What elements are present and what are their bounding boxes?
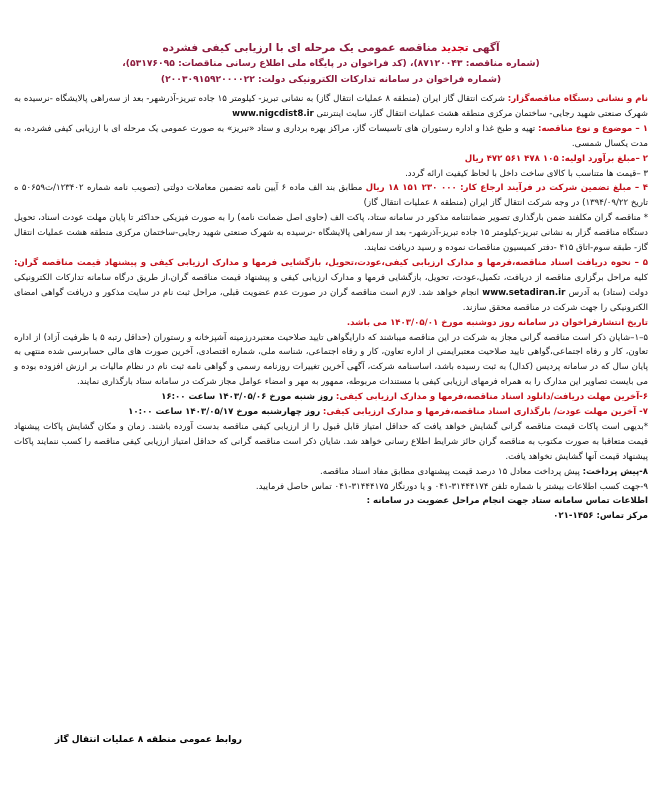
estimate-label: ۲ –مبلغ برآورد اولیه: xyxy=(561,153,648,164)
eligibility-text: ۵–۱–شایان ذکر است مناقصه گرانی مجاز به شرکت در این مناقصه میباشند که دارایگواهی تایید صلاحیت معتبردرزمینه آشپزخانه و رستوران (حداقل رتبه ۵ با ظرفیت آزاد) از اداره تعاون، کار و رفاه اجتماعی،گواهی تایید صلاحیت معتبرایمنی از اداره تعاون، کار و رفاه اجتماعی، شناسه ملی، شماره اقتصادی، آخرین صورت های مالی حسابرسی شده منتهی به پایان سال که در سامانه پردیس (کدال) به ثبت رسیده باشد، اساسنامه شرکت، آگهی آخرین تغییرات روزنامه رسمی و گواهی نامه ثبت نام در نظام مالیات بر ارزش افزوده بوده و می بایست تصاویر این مدارک را به همراه فرمهای ارزیابی کیفی با مستندات مربوطه، ممهور به مهر و امضاء عوامل مجاز شرکت در سامانه ستاد بارگذاری نمایند. xyxy=(14,332,648,388)
section-setad-contact xyxy=(14,494,648,509)
submit-deadline-text: روز چهارشنبه مورخ ۱۴۰۳/۰۵/۱۷ ساعت ۱۰:۰۰ xyxy=(128,407,321,418)
subject-text: تهیه و طبخ غذا و اداره رستوران های تاسیسات گاز، مراکز بهره برداری و ستاد «تبریز» به صورت عمومی یک مرحله ای با ارزیابی کیفی فشرده، به مدت یکسال شمسی. xyxy=(14,123,648,149)
guarantee-note-text: * مناقصه گران مکلفند ضمن بارگذاری تصویر ضمانتنامه مذکور در سامانه ستاد، پاکت الف (حاوی اصل ضمانت نامه) را به صورت فیزیکی حداکثر تا پایان مهلت عودت اسناد، تحویل دستگاه مناقصه گزار به نشانی تبریز-کیلومتر ۱۵ جاده تبریز-آذرشهر- بعد از سه‌راهی پالایشگاه -نرسیده به شهرک صنعتی شهید رجایی-ساختمان مرکزی منطقه هشت عملیات انتقال گاز- طبقه سوم-اتاق ۴۱۵ -دفتر کمیسیون مناقصات نموده و رسید دریافت نمایند. xyxy=(14,213,648,254)
section-estimate xyxy=(14,152,648,167)
notice-title xyxy=(14,40,648,56)
public-relations-signature: روابط عمومی منطقه ۸ عملیات انتقال گاز xyxy=(54,735,242,745)
procedure-text: کلیه مراحل برگزاری مناقصه از دریافت، تکمیل،عودت، تحویل، بازگشایی فرمها و مدارک ارزیابی کیفی و پیشنهاد قیمت مناقصه گران،از طریق درگاه سامانه تدارکات الکترونیکی دولت (ستاد) به آدرس xyxy=(14,272,648,298)
tender-number-line: (شماره مناقصه: ۸۷۱۲۰۰۴۳)، (کد فراخوان در پایگاه ملی اطلاع رسانی مناقصات: ۵۳۱۷۶۰۹۵)، xyxy=(122,58,540,69)
section-eligibility xyxy=(14,331,648,391)
section-price-note xyxy=(14,167,648,182)
procedure-text-2: انجام خواهد شد. لازم است مناقصه گران در صورت عدم عضویت قبلی، مراحل ثبت نام در سایت مذکور و دریافت گواهی امضای الکترونیکی را جهت شرکت در مناقصه محقق سازند. xyxy=(14,287,648,313)
publish-date-text: تاریخ انتشارفراخوان در سامانه روز دوشنبه مورخ ۱۴۰۳/۰۵/۰۱ می باشد. xyxy=(346,317,648,328)
opening-note-text: *بدیهی است پاکات قیمت مناقصه گرانی گشایش خواهد یافت که حداقل امتیاز قابل قبول را از ارزیابی کیفی مناقصه بدست آورده باشند. زمان و مکان گشایش پاکات پیشنهاد قیمت متعاقبا به صورت مکتوب به مناقصه گران حائز شرایط اطلاع رسانی خواهد شد. شایان ذکر است مناقصه گرانی که حداقل امتیاز ارزیابی کیفی مناقصه را کسب ننمایند پاکات پیشنهاد قیمت آنها گشایش نخواهد یافت. xyxy=(14,421,648,462)
section-guarantee xyxy=(14,181,648,211)
organizer-label: نام و نشانی دستگاه مناقصه‌گزار: xyxy=(507,94,649,104)
section-call-center xyxy=(14,509,648,524)
prepayment-text: پیش پرداخت معادل ۱۵ درصد قیمت پیشنهادی مطابق مفاد اسناد مناقصه. xyxy=(320,466,580,477)
estimate-amount: ۱۰۵ ۴۷۸ ۵۶۱ ۴۷۲ ریال xyxy=(464,153,559,164)
section-subject xyxy=(14,122,648,152)
download-deadline-label: ۶-آخرین مهلت دریافت/دانلود اسناد مناقصه،فرمها و مدارک ارزیابی کیفی: xyxy=(335,392,648,403)
call-center-line: مرکز تماس: ۱۴۵۶-۰۲۱ xyxy=(553,511,648,522)
price-note-text: ۳ –قیمت ها متناسب با کالای ساخت داخل با لحاظ کیفیت ارائه گردد. xyxy=(405,168,648,179)
subject-label: ۱ – موضوع و نوع مناقصه: xyxy=(538,123,648,134)
section-organizer xyxy=(14,92,648,122)
notice-body xyxy=(14,92,648,524)
organizer-website: www.nigcdist8.ir xyxy=(232,108,314,119)
guarantee-amount: ۰۰۰ ۲۳۰ ۱۵۱ ۱۸ ریال xyxy=(365,183,457,194)
contact-phone-text: ۹-جهت کسب اطلاعات بیشتر با شماره تلفن ۳۱۴۴۴۱۷۴-۰۴۱ و یا دورنگار ۳۱۴۴۴۱۷۵-۰۴۱ تماس حاصل فرمایید. xyxy=(255,481,648,492)
title-prefix: آگهی xyxy=(472,42,500,54)
section-publish-date xyxy=(14,316,648,331)
section-prepayment xyxy=(14,465,648,480)
section-download-deadline xyxy=(14,390,648,405)
call-number-line: (شماره فراخوان در سامانه تدارکات الکترونیکی دولت: ۲۰۰۳۰۹۱۵۹۲۰۰۰۰۲۲) xyxy=(160,74,502,85)
guarantee-text: مطابق بند الف ماده ۶ آیین نامه تضمین معاملات دولتی (تصویب نامه شماره ۱۲۳۴۰۲/ت۵۰۶۵۹ ه تاریخ ۱۳۹۴/۰۹/۲۲) در وجه شرکت انتقال گاز ایران (منطقه ۸ عملیات انتقال گاز) xyxy=(14,183,648,209)
title-highlight: تجدید xyxy=(441,42,469,54)
organizer-text: شرکت انتقال گاز ایران (منطقه ۸ عملیات انتقال گاز) به نشانی تبریز- کیلومتر ۱۵ جاده تبریز-آذرشهر- بعد از سه‌راهی پالایشگاه -نرسیده به شهرک صنعتی شهید رجایی- ساختمان مرکزی منطقه هشت عملیات انتقال گاز، سایت اینترنتی xyxy=(14,94,648,119)
prepayment-label: ۸-پیش پرداخت: xyxy=(582,466,648,477)
section-guarantee-note xyxy=(14,211,648,256)
section-opening-note xyxy=(14,420,648,465)
title-rest: مناقصه عمومی یک مرحله ای با ارزیابی کیفی فشرده xyxy=(162,42,438,54)
setad-contact-line: اطلاعات تماس سامانه ستاد جهت انجام مراحل عضویت در سامانه : xyxy=(366,496,648,507)
guarantee-label: ۴ – مبلغ تضمین شرکت در فرآیند ارجاع کار: xyxy=(460,183,649,194)
submit-deadline-label: ۷- آخرین مهلت عودت/ بارگذاری اسناد مناقصه،فرمها و مدارک ارزیابی کیفی: xyxy=(322,407,648,418)
procedure-label: ۵ – نحوه دریافت اسناد مناقصه،فرمها و مدارک ارزیابی کیفی،عودت،تحویل، بازگشایی فرمها و مدارک ارزیابی کیفی و پیشنهاد قیمت مناقصه گران: xyxy=(14,257,648,268)
section-submit-deadline xyxy=(14,405,648,420)
section-procedure xyxy=(14,256,648,316)
section-contact-phone xyxy=(14,480,648,495)
download-deadline-text: روز شنبه مورخ ۱۴۰۳/۰۵/۰۶ ساعت ۱۶:۰۰ xyxy=(161,392,334,403)
setad-website: www.setadiran.ir xyxy=(482,287,566,298)
